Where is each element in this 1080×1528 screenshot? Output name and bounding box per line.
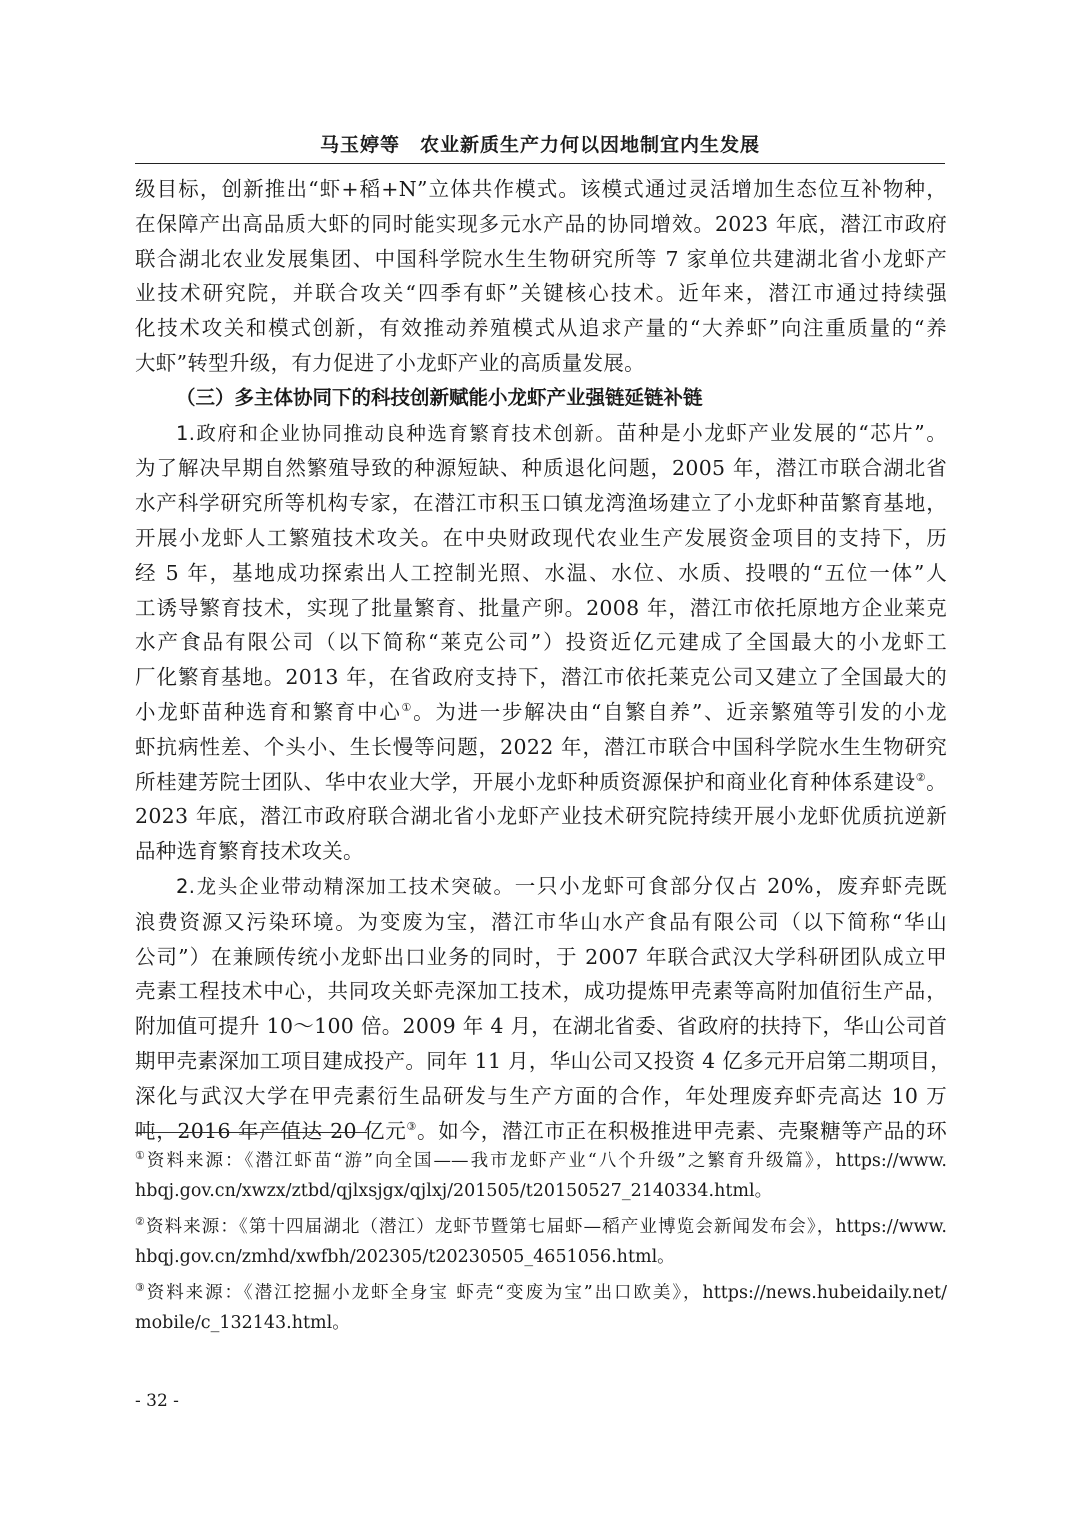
footnote-text: 资料来源：《潜江虾苗“游”向全国——我市龙虾产业“八个升级”之繁育升级篇》，https://www. bbox=[146, 1151, 947, 1171]
paragraph-lead: 1.政府和企业协同推动良种选育繁育技术创新。 bbox=[176, 421, 617, 445]
footnote-ref-1[interactable]: ① bbox=[401, 701, 414, 715]
running-header-title: 马玉婷等 农业新质生产力何以因地制宜内生发展 bbox=[319, 134, 760, 156]
text-line: 品种选育繁育技术攻关。 bbox=[135, 839, 364, 864]
text-line bbox=[135, 1114, 947, 1149]
text-line: 为了解决早期自然繁殖导致的种源短缺、种质退化问题，2005 年，潜江市联合湖北省 bbox=[135, 456, 947, 481]
text-line bbox=[135, 869, 947, 905]
footnotes bbox=[135, 1146, 947, 1344]
text-span: 吨，2016 年产值达 20 亿元 bbox=[135, 1118, 407, 1143]
footnote-mark: ② bbox=[135, 1215, 146, 1229]
footnote-mark: ③ bbox=[135, 1281, 147, 1295]
text-line: 大虾”转型升级，有力促进了小龙虾产业的高质量发展。 bbox=[135, 350, 645, 375]
text-line: 级目标，创新推出“虾+稻+N”立体共作模式。该模式通过灵活增加生态位互补物种， bbox=[135, 177, 947, 201]
footnote-3 bbox=[135, 1278, 947, 1338]
text-line: 联合湖北农业发展集团、中国科学院水生生物研究所等 7 家单位共建湖北省小龙虾产 bbox=[135, 246, 947, 271]
footnote-line bbox=[135, 1212, 947, 1242]
page-number: - 32 - bbox=[135, 1391, 179, 1411]
text-line: 化技术攻关和模式创新，有效推动养殖模式从追求产量的“大养虾”向注重质量的“养 bbox=[135, 316, 947, 341]
footnote-2 bbox=[135, 1212, 947, 1272]
footnote-line bbox=[135, 1146, 947, 1176]
footnote-url-line[interactable]: mobile/c_132143.html。 bbox=[135, 1313, 350, 1333]
text-line: 虾抗病性差、个头小、生长慢等问题，2022 年，潜江市联合中国科学院水生生物研究 bbox=[135, 734, 947, 759]
text-line bbox=[135, 765, 947, 800]
text-line: 工诱导繁育技术，实现了批量繁育、批量产卵。2008 年，潜江市依托原地方企业莱克 bbox=[135, 595, 947, 620]
body-text bbox=[135, 172, 952, 1148]
paragraph-3 bbox=[135, 869, 952, 1148]
footnote-ref-3[interactable]: ③ bbox=[406, 1119, 418, 1133]
footnote-line bbox=[135, 1278, 947, 1308]
text-line: 在保障产出高品质大虾的同时能实现多元水产品的协同增效。2023 年底，潜江市政府 bbox=[135, 211, 947, 236]
text-line: 水产食品有限公司（以下简称“莱克公司”）投资近亿元建成了全国最大的小龙虾工 bbox=[135, 630, 947, 655]
text-line: 开展小龙虾人工繁殖技术攻关。在中央财政现代农业生产发展资金项目的支持下，历 bbox=[135, 525, 947, 550]
text-span: 小龙虾苗种选育和繁育中心 bbox=[135, 699, 402, 724]
text-span: 所桂建芳院士团队、华中农业大学，开展小龙虾种质资源保护和商业化育种体系建设 bbox=[135, 769, 916, 794]
text-line: 业技术研究院，并联合攻关“四季有虾”关键核心技术。近年来，潜江市通过持续强 bbox=[135, 281, 947, 306]
text-span: 。为进一步解决由“自繁自养”、近亲繁殖等引发的小龙 bbox=[413, 699, 947, 724]
text-span: 。如今，潜江市正在积极推进甲壳素、壳聚糖等产品的环 bbox=[417, 1118, 947, 1143]
paragraph-lead: 2.龙头企业带动精深加工技术突破。 bbox=[176, 874, 515, 898]
text-line: 期甲壳素深加工项目建成投产。同年 11 月，华山公司又投资 4 亿多元开启第二期项目， bbox=[135, 1048, 952, 1073]
footnote-mark: ① bbox=[135, 1149, 147, 1163]
footnote-text: 资料来源：《第十四届湖北（潜江）龙虾节暨第七届虾—稻产业博览会新闻发布会》，https://www. bbox=[145, 1217, 947, 1237]
text-line: 深化与武汉大学在甲壳素衍生品研发与生产方面的合作，年处理废弃虾壳高达 10 万 bbox=[135, 1083, 947, 1108]
text-line: 2023 年底，潜江市政府联合湖北省小龙虾产业技术研究院持续开展小龙虾优质抗逆新 bbox=[135, 804, 947, 829]
text-line: 浪费资源又污染环境。为变废为宝，潜江市华山水产食品有限公司（以下简称“华山 bbox=[135, 909, 947, 934]
footnote-1 bbox=[135, 1146, 947, 1206]
text-line: 厂化繁育基地。2013 年，在省政府支持下，潜江市依托莱克公司又建立了全国最大的 bbox=[135, 665, 947, 690]
text-line bbox=[135, 416, 947, 452]
footnote-url-line[interactable]: hbqj.gov.cn/zmhd/xwfbh/202305/t20230505_4651056.html。 bbox=[135, 1247, 675, 1267]
text-line bbox=[135, 695, 947, 730]
text-span: 苗种是小龙虾产业发展的“芯片”。 bbox=[616, 420, 947, 445]
text-line: 公司”）在兼顾传统小龙虾出口业务的同时，于 2007 年联合武汉大学科研团队成立甲 bbox=[135, 944, 947, 969]
paragraph-1 bbox=[135, 172, 947, 381]
header-rule bbox=[135, 163, 945, 164]
text-line: 壳素工程技术中心，共同攻关虾壳深加工技术，成功提炼甲壳素等高附加值衍生产品， bbox=[135, 979, 947, 1004]
section-heading: （三）多主体协同下的科技创新赋能小龙虾产业强链延链补链 bbox=[176, 385, 703, 409]
footnote-text: 资料来源：《潜江挖掘小龙虾全身宝 虾壳“变废为宝”出口欧美》，https://news.hubeidaily.net/ bbox=[146, 1283, 947, 1303]
paragraph-2 bbox=[135, 416, 947, 869]
text-span: 。 bbox=[926, 769, 947, 794]
footnote-ref-2[interactable]: ② bbox=[915, 770, 927, 784]
text-line: 经 5 年，基地成功探索出人工控制光照、水温、水位、水质、投喂的“五位一体”人 bbox=[135, 560, 947, 585]
text-line: 水产科学研究所等机构专家，在潜江市积玉口镇龙湾渔场建立了小龙虾种苗繁育基地， bbox=[135, 491, 947, 516]
footnote-url-line[interactable]: hbqj.gov.cn/xwzx/ztbd/qjlxsjgx/qjlxj/201505/t20150527_2140334.html。 bbox=[135, 1181, 773, 1201]
text-line: 附加值可提升 10～100 倍。2009 年 4 月，在湖北省委、省政府的扶持下，华山公司首 bbox=[135, 1014, 948, 1039]
footnote-rule bbox=[135, 1132, 367, 1133]
text-span: 一只小龙虾可食部分仅占 20%，废弃虾壳既 bbox=[514, 873, 947, 898]
